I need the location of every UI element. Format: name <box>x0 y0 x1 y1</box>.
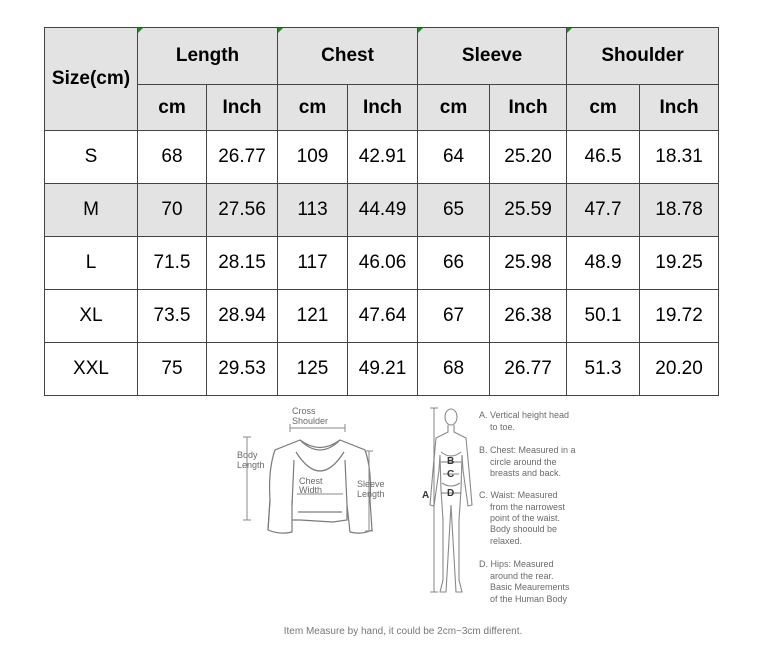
measurement-cell: 19.25 <box>640 237 719 290</box>
measurement-cell: 18.78 <box>640 184 719 237</box>
cross-shoulder-label-1: Cross <box>292 406 316 416</box>
measurement-footnote <box>0 626 762 637</box>
size-cell: S <box>45 131 138 184</box>
measurement-cell: 26.77 <box>207 131 278 184</box>
measurement-cell: 51.3 <box>567 343 640 396</box>
size-chart-table <box>44 27 719 396</box>
letter-d: D <box>447 488 455 499</box>
sleeve-length-label-1: Sleeve <box>357 479 385 489</box>
measurement-cell: 125 <box>278 343 348 396</box>
measurement-cell: 68 <box>138 131 207 184</box>
measurement-cell: 47.7 <box>567 184 640 237</box>
measurement-cell: 46.5 <box>567 131 640 184</box>
measurement-cell: 29.53 <box>207 343 278 396</box>
note-c-line: from the narrowest <box>490 502 566 512</box>
chest-header: Chest <box>278 28 418 85</box>
measurement-cell: 25.20 <box>490 131 567 184</box>
note-c-line: relaxed. <box>490 536 523 546</box>
measurement-cell: 64 <box>418 131 490 184</box>
body-silhouette <box>430 409 472 592</box>
measurement-cell: 42.91 <box>348 131 418 184</box>
measurement-cell: 26.77 <box>490 343 567 396</box>
size-cell: M <box>45 184 138 237</box>
chest-width-label-1: Chest <box>299 476 323 486</box>
note-c-line: point of the waist. <box>490 513 561 523</box>
measurement-cell: 48.9 <box>567 237 640 290</box>
unit-header: cm <box>278 85 348 131</box>
table-row <box>45 184 719 237</box>
note-d-line: D. Hips: Measured <box>479 559 554 569</box>
note-d-line: of the Human Body <box>490 594 568 604</box>
sleeve-length-label-2: Length <box>357 489 385 499</box>
measurement-cell: 117 <box>278 237 348 290</box>
unit-header: Inch <box>348 85 418 131</box>
measurement-cell: 73.5 <box>138 290 207 343</box>
measurement-cell: 28.15 <box>207 237 278 290</box>
measurement-cell: 25.98 <box>490 237 567 290</box>
sleeve-header: Sleeve <box>418 28 567 85</box>
table-row <box>45 290 719 343</box>
note-b-line: circle around the <box>490 457 557 467</box>
measurement-cell: 47.64 <box>348 290 418 343</box>
unit-header: Inch <box>207 85 278 131</box>
cross-shoulder-label-2: Shoulder <box>292 416 329 426</box>
measurement-cell: 44.49 <box>348 184 418 237</box>
measurement-cell: 20.20 <box>640 343 719 396</box>
measurement-cell: 46.06 <box>348 237 418 290</box>
measurement-cell: 71.5 <box>138 237 207 290</box>
size-column-header: Size(cm) <box>45 28 138 131</box>
measurement-cell: 25.59 <box>490 184 567 237</box>
unit-header: cm <box>418 85 490 131</box>
size-cell: XL <box>45 290 138 343</box>
measurement-cell: 75 <box>138 343 207 396</box>
measurement-cell: 19.72 <box>640 290 719 343</box>
shoulder-header: Shoulder <box>567 28 719 85</box>
measurement-cell: 50.1 <box>567 290 640 343</box>
measurement-cell: 18.31 <box>640 131 719 184</box>
measurement-cell: 113 <box>278 184 348 237</box>
letter-c: C <box>447 469 455 480</box>
measurement-cell: 121 <box>278 290 348 343</box>
letter-b: B <box>447 456 455 467</box>
unit-header: cm <box>138 85 207 131</box>
body-length-label-2: Length <box>237 460 265 470</box>
note-b-line: breasts and back. <box>490 468 562 478</box>
chest-width-label-2: Width <box>299 485 323 495</box>
note-d-line: Basic Meaurements <box>490 582 570 592</box>
unit-header: Inch <box>490 85 567 131</box>
measurement-cell: 49.21 <box>348 343 418 396</box>
measurement-cell: 65 <box>418 184 490 237</box>
measurement-notes <box>479 410 576 604</box>
footnote-text: Item Measure by hand, it could be 2cm~3cm different. <box>283 626 523 637</box>
note-d-line: around the rear. <box>490 571 554 581</box>
measurement-cell: 28.94 <box>207 290 278 343</box>
letter-a: A <box>422 490 430 501</box>
size-cell: L <box>45 237 138 290</box>
measurement-cell: 26.38 <box>490 290 567 343</box>
measurement-cell: 70 <box>138 184 207 237</box>
measurement-cell: 67 <box>418 290 490 343</box>
unit-header: cm <box>567 85 640 131</box>
table-row <box>45 131 719 184</box>
note-b-line: B. Chest: Measured in a <box>479 445 576 455</box>
body-length-label-1: Body <box>237 450 258 460</box>
size-cell: XXL <box>45 343 138 396</box>
unit-header: Inch <box>640 85 719 131</box>
measurement-cell: 68 <box>418 343 490 396</box>
note-c-line: Body shoould be <box>490 524 558 534</box>
note-a-line: to toe. <box>490 422 516 432</box>
measurement-cell: 66 <box>418 237 490 290</box>
measurement-cell: 27.56 <box>207 184 278 237</box>
measurement-cell: 109 <box>278 131 348 184</box>
table-row <box>45 343 719 396</box>
note-c-line: C. Waist: Measured <box>479 490 558 500</box>
table-row <box>45 237 719 290</box>
note-a-line: A. Vertical height head <box>479 410 570 420</box>
length-header: Length <box>138 28 278 85</box>
